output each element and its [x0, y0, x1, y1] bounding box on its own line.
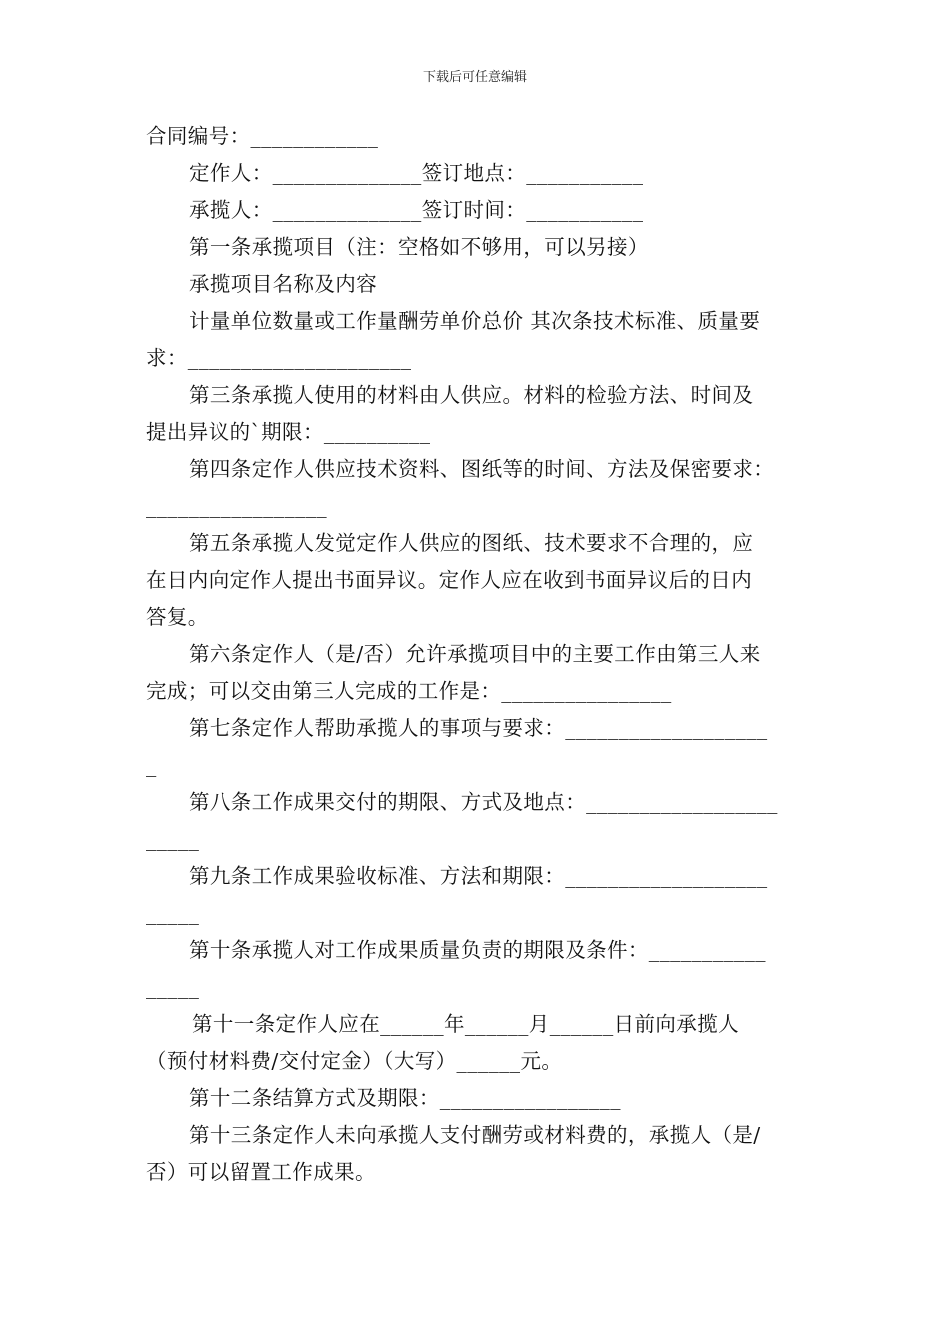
article-6-line-2: 完成；可以交由第三人完成的工作是：________________: [146, 679, 672, 703]
article-13-line-1: 第十三条定作人未向承揽人支付酬劳或材料费的，承揽人（是/: [189, 1123, 761, 1147]
article-5-line-3: 答复。: [146, 605, 209, 629]
article-1-line: 第一条承揽项目（注：空格如不够用，可以另接）: [189, 235, 649, 259]
contractor-line: 承揽人：______________签订时间：___________: [189, 198, 644, 222]
article-2-line-1: 计量单位数量或工作量酬劳单价总价 其次条技术标准、质量要: [189, 309, 761, 333]
article-7-line-1: 第七条定作人帮助承揽人的事项与要求：___________________: [189, 716, 768, 740]
contract-body: [146, 118, 812, 1191]
article-3-line-1: 第三条承揽人使用的材料由人供应。材料的检验方法、时间及: [189, 383, 754, 407]
article-9-line-2: _____: [146, 901, 200, 925]
article-4-line-1: 第四条定作人供应技术资料、图纸等的时间、方法及保密要求：: [189, 457, 775, 481]
article-4-line-2: _________________: [146, 494, 328, 518]
article-10-line-2: _____: [146, 975, 200, 999]
article-6-line-1: 第六条定作人（是/否）允许承揽项目中的主要工作由第三人来: [189, 642, 761, 666]
article-8-line-2: _____: [146, 827, 200, 851]
article-11-line-1: 第十一条定作人应在______年______月______日前向承揽人: [192, 1012, 739, 1036]
article-11-line-2: （预付材料费/交付定金）（大写）______元。: [146, 1049, 563, 1073]
article-10-line-1: 第十条承揽人对工作成果质量负责的期限及条件：___________: [189, 938, 766, 962]
article-8-line-1: 第八条工作成果交付的期限、方式及地点：__________________: [189, 790, 778, 814]
article-13-line-2: 否）可以留置工作成果。: [146, 1160, 376, 1184]
orderer-line: 定作人：______________签订地点：___________: [189, 161, 644, 185]
article-12-line: 第十二条结算方式及期限：_________________: [189, 1086, 621, 1110]
article-9-line-1: 第九条工作成果验收标准、方法和期限：___________________: [189, 864, 768, 888]
article-7-line-2: _: [146, 753, 157, 777]
contract-number-line: 合同编号：____________: [146, 124, 379, 148]
article-2-line-2: 求：_____________________: [146, 346, 412, 370]
page-header: 下载后可任意编辑: [422, 70, 527, 85]
project-name-line: 承揽项目名称及内容: [189, 272, 378, 296]
article-5-line-2: 在日内向定作人提出书面异议。定作人应在收到书面异议后的日内: [146, 568, 753, 592]
article-3-line-2: 提出异议的`期限：__________: [146, 420, 431, 444]
article-5-line-1: 第五条承揽人发觉定作人供应的图纸、技术要求不合理的，应: [189, 531, 754, 555]
